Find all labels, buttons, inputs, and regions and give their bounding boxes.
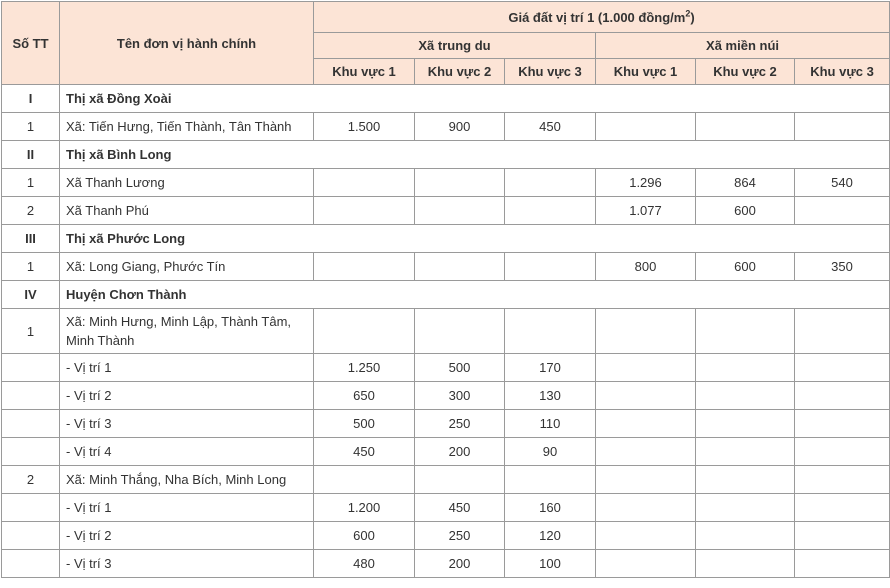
cell-price bbox=[696, 522, 795, 550]
cell-price bbox=[415, 169, 505, 197]
cell-price bbox=[415, 253, 505, 281]
cell-stt: 1 bbox=[2, 113, 60, 141]
cell-price bbox=[696, 438, 795, 466]
cell-stt: 2 bbox=[2, 466, 60, 494]
cell-price bbox=[596, 309, 696, 354]
cell-unit-name: Xã: Long Giang, Phước Tín bbox=[60, 253, 314, 281]
header-group-trung-du: Xã trung du bbox=[314, 33, 596, 59]
cell-price: 160 bbox=[505, 494, 596, 522]
cell-unit-name: - Vị trí 4 bbox=[60, 438, 314, 466]
cell-price: 500 bbox=[415, 354, 505, 382]
cell-price: 1.077 bbox=[596, 197, 696, 225]
cell-price: 250 bbox=[415, 522, 505, 550]
cell-price bbox=[596, 438, 696, 466]
cell-price bbox=[505, 197, 596, 225]
header-price: Giá đất vị trí 1 (1.000 đồng/$m^2$) bbox=[314, 2, 890, 33]
cell-unit-name: Thị xã Phước Long bbox=[60, 225, 890, 253]
table-row bbox=[2, 494, 890, 522]
cell-unit-name: - Vị trí 2 bbox=[60, 382, 314, 410]
cell-price: 250 bbox=[415, 410, 505, 438]
cell-price bbox=[696, 113, 795, 141]
table-row bbox=[2, 438, 890, 466]
cell-stt bbox=[2, 494, 60, 522]
cell-price bbox=[696, 466, 795, 494]
cell-price: 450 bbox=[314, 438, 415, 466]
cell-price bbox=[596, 550, 696, 578]
cell-stt: III bbox=[2, 225, 60, 253]
cell-price bbox=[795, 550, 890, 578]
cell-stt: 1 bbox=[2, 169, 60, 197]
cell-price bbox=[795, 410, 890, 438]
cell-price bbox=[795, 113, 890, 141]
cell-unit-name: - Vị trí 1 bbox=[60, 354, 314, 382]
cell-price: 900 bbox=[415, 113, 505, 141]
cell-stt: IV bbox=[2, 281, 60, 309]
table-row bbox=[2, 354, 890, 382]
cell-price bbox=[596, 113, 696, 141]
cell-price: 90 bbox=[505, 438, 596, 466]
cell-price: 1.200 bbox=[314, 494, 415, 522]
cell-price bbox=[505, 169, 596, 197]
cell-price bbox=[795, 309, 890, 354]
table-row bbox=[2, 410, 890, 438]
cell-price bbox=[314, 197, 415, 225]
cell-price bbox=[505, 466, 596, 494]
cell-price bbox=[314, 466, 415, 494]
cell-unit-name: Thị xã Đồng Xoài bbox=[60, 85, 890, 113]
cell-unit-name: Xã Thanh Phú bbox=[60, 197, 314, 225]
header-kv: Khu vực 1 bbox=[596, 59, 696, 85]
cell-price bbox=[505, 309, 596, 354]
cell-stt bbox=[2, 382, 60, 410]
cell-unit-name: Huyện Chơn Thành bbox=[60, 281, 890, 309]
cell-price: 300 bbox=[415, 382, 505, 410]
cell-price bbox=[505, 253, 596, 281]
cell-stt: 1 bbox=[2, 309, 60, 354]
cell-price bbox=[795, 197, 890, 225]
cell-price bbox=[596, 466, 696, 494]
cell-unit-name: Xã: Tiến Hưng, Tiến Thành, Tân Thành bbox=[60, 113, 314, 141]
header-stt: Số TT bbox=[2, 2, 60, 85]
table-row bbox=[2, 550, 890, 578]
header-kv: Khu vực 1 bbox=[314, 59, 415, 85]
cell-price: 170 bbox=[505, 354, 596, 382]
cell-price bbox=[696, 410, 795, 438]
cell-unit-name: - Vị trí 1 bbox=[60, 494, 314, 522]
table-row bbox=[2, 466, 890, 494]
cell-price bbox=[696, 382, 795, 410]
cell-price: 110 bbox=[505, 410, 596, 438]
table-row bbox=[2, 113, 890, 141]
header-kv: Khu vực 2 bbox=[696, 59, 795, 85]
cell-price bbox=[415, 466, 505, 494]
land-price-table bbox=[1, 1, 890, 578]
cell-price: 1.500 bbox=[314, 113, 415, 141]
header-unit-name: Tên đơn vị hành chính bbox=[60, 2, 314, 85]
group-row bbox=[2, 281, 890, 309]
cell-price bbox=[696, 494, 795, 522]
cell-price bbox=[596, 494, 696, 522]
cell-price: 450 bbox=[415, 494, 505, 522]
cell-price: 600 bbox=[696, 253, 795, 281]
cell-price bbox=[696, 354, 795, 382]
cell-price: 130 bbox=[505, 382, 596, 410]
cell-price: 450 bbox=[505, 113, 596, 141]
cell-stt bbox=[2, 522, 60, 550]
cell-price: 200 bbox=[415, 438, 505, 466]
cell-price: 1.296 bbox=[596, 169, 696, 197]
header-group-mien-nui: Xã miền núi bbox=[596, 33, 890, 59]
table-row bbox=[2, 522, 890, 550]
cell-unit-name: - Vị trí 3 bbox=[60, 550, 314, 578]
cell-price bbox=[596, 382, 696, 410]
cell-price bbox=[795, 382, 890, 410]
cell-price: 600 bbox=[696, 197, 795, 225]
cell-price bbox=[795, 494, 890, 522]
cell-price bbox=[415, 197, 505, 225]
cell-price: 864 bbox=[696, 169, 795, 197]
cell-price bbox=[314, 253, 415, 281]
cell-price bbox=[696, 550, 795, 578]
cell-price: 540 bbox=[795, 169, 890, 197]
table-row bbox=[2, 197, 890, 225]
cell-stt bbox=[2, 438, 60, 466]
table-body bbox=[2, 85, 890, 578]
header-kv: Khu vực 2 bbox=[415, 59, 505, 85]
cell-stt bbox=[2, 354, 60, 382]
cell-unit-name: - Vị trí 2 bbox=[60, 522, 314, 550]
header-kv: Khu vực 3 bbox=[505, 59, 596, 85]
cell-price: 600 bbox=[314, 522, 415, 550]
cell-price bbox=[596, 410, 696, 438]
cell-price: 350 bbox=[795, 253, 890, 281]
cell-price bbox=[314, 169, 415, 197]
cell-price: 120 bbox=[505, 522, 596, 550]
cell-price: 650 bbox=[314, 382, 415, 410]
cell-price bbox=[696, 309, 795, 354]
cell-price bbox=[415, 309, 505, 354]
cell-price: 200 bbox=[415, 550, 505, 578]
cell-price bbox=[596, 354, 696, 382]
cell-price: 100 bbox=[505, 550, 596, 578]
cell-price bbox=[596, 522, 696, 550]
cell-price: 800 bbox=[596, 253, 696, 281]
cell-price bbox=[795, 466, 890, 494]
cell-stt: I bbox=[2, 85, 60, 113]
header-kv: Khu vực 3 bbox=[795, 59, 890, 85]
cell-unit-name: Xã Thanh Lương bbox=[60, 169, 314, 197]
cell-unit-name: - Vị trí 3 bbox=[60, 410, 314, 438]
cell-price bbox=[795, 522, 890, 550]
table-row bbox=[2, 309, 890, 354]
cell-price bbox=[314, 309, 415, 354]
cell-unit-name: Xã: Minh Thắng, Nha Bích, Minh Long bbox=[60, 466, 314, 494]
cell-unit-name: Xã: Minh Hưng, Minh Lập, Thành Tâm, Minh Thành bbox=[60, 309, 314, 354]
cell-stt: 2 bbox=[2, 197, 60, 225]
cell-stt: 1 bbox=[2, 253, 60, 281]
group-row bbox=[2, 141, 890, 169]
cell-price: 500 bbox=[314, 410, 415, 438]
cell-price: 1.250 bbox=[314, 354, 415, 382]
cell-price bbox=[795, 438, 890, 466]
group-row bbox=[2, 225, 890, 253]
cell-stt: II bbox=[2, 141, 60, 169]
cell-stt bbox=[2, 550, 60, 578]
table-row bbox=[2, 169, 890, 197]
group-row bbox=[2, 85, 890, 113]
cell-price: 480 bbox=[314, 550, 415, 578]
table-row bbox=[2, 253, 890, 281]
table-row bbox=[2, 382, 890, 410]
cell-unit-name: Thị xã Bình Long bbox=[60, 141, 890, 169]
cell-stt bbox=[2, 410, 60, 438]
cell-price bbox=[795, 354, 890, 382]
